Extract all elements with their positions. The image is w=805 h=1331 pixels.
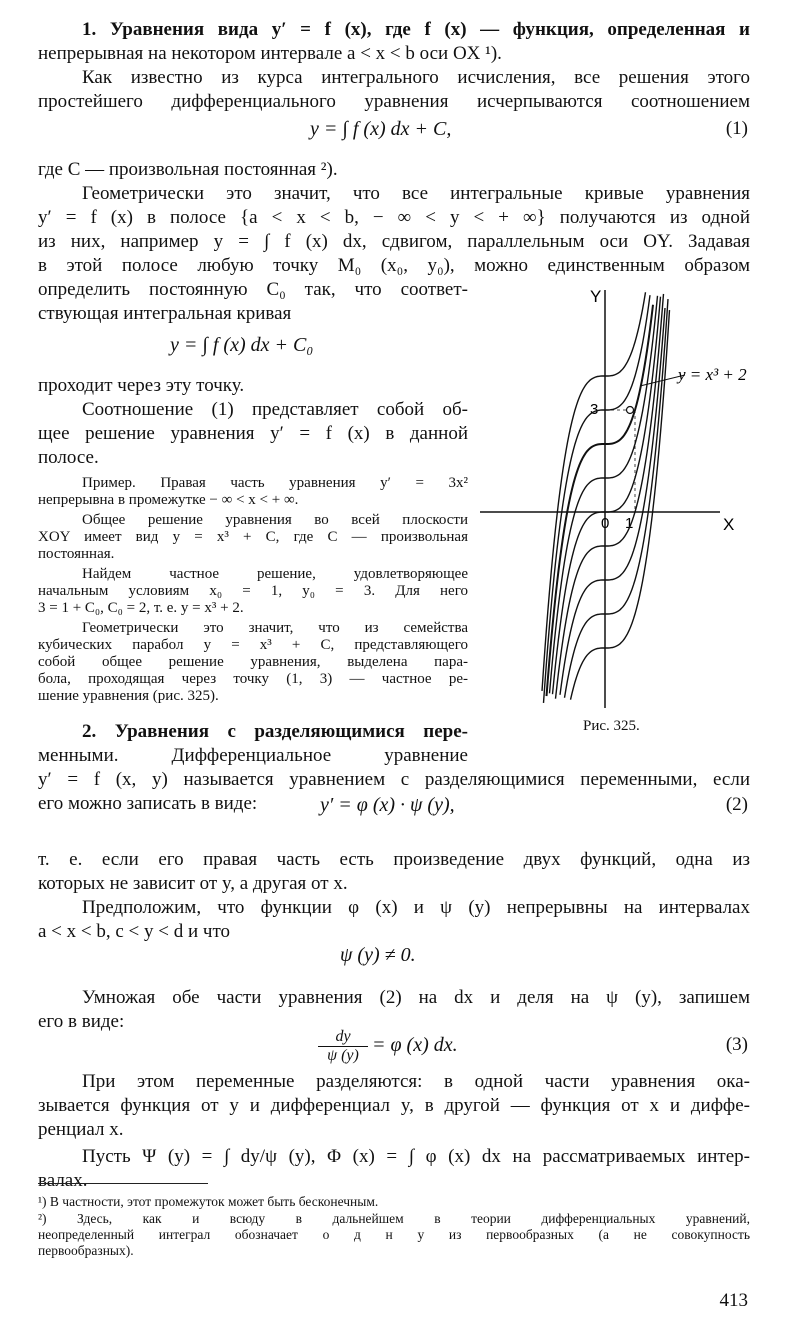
text-line-s5: постоянная. (38, 546, 115, 562)
text-line-l46: Предположим, что функции φ (x) и ψ (y) непрерывны на интервалах (82, 897, 750, 918)
text-line-l10: определить постоянную C₀ так, что соответ- (38, 279, 468, 300)
equation-2: y′ = φ (x) · ψ (y), (320, 794, 455, 816)
page-number: 413 (719, 1290, 748, 1311)
equation-3-numerator: dy (318, 1028, 368, 1047)
text-line-s1: Пример. Правая часть уравнения y′ = 3x² (82, 475, 468, 491)
equation-3-rhs: = φ (x) dx. (372, 1034, 458, 1056)
text-line-s2: непрерывна в промежутке − ∞ < x < + ∞. (38, 492, 299, 508)
text-line-s10: кубических парабол y = x³ + C, представляющего (38, 637, 468, 653)
text-line-l53: Пусть Ψ (y) = ∫ dy/ψ (y), Φ (x) = ∫ φ (x) dx на рассматриваемых интер- (82, 1146, 750, 1167)
footnote-rule (38, 1183, 208, 1184)
footnote-2-line-2: неопределенный интеграл обозначает о д н у из первообразных (а не совокупность (38, 1227, 750, 1242)
text-line-l43: его можно записать в виде: (38, 793, 258, 814)
text-line-l6: Геометрически это значит, что все интегральные кривые уравнения (82, 183, 750, 204)
text-line-s6: Найдем частное решение, удовлетворяющее (82, 566, 468, 582)
text-line-l49: его в виде: (38, 1011, 125, 1032)
text-line-l14: щее решение уравнения y′ = f (x) в данной (38, 423, 468, 444)
equation-2-number: (2) (725, 794, 748, 815)
text-line-l3: Как известно из курса интегрального исчисления, все решения этого (82, 67, 750, 88)
tick-3-label: 3 (590, 401, 599, 418)
text-line-s4: XOY имеет вид y = x³ + C, где C — произвольная (38, 529, 468, 545)
text-line-l50: При этом переменные разделяются: в одной части уравнения ока- (82, 1071, 750, 1092)
text-line-l7: y′ = f (x) в полосе {a < x < b, − ∞ < y < + ∞} получаются из одной (38, 207, 750, 228)
text-line-l45: которых не зависит от y, а другая от x. (38, 873, 348, 894)
text-line-l5: где C — произвольная постоянная ²). (38, 159, 338, 180)
equation-3-fraction (318, 1028, 368, 1065)
equation-1: y = ∫ f (x) dx + C, (310, 118, 452, 140)
text-line-l9: в этой полосе любую точку M₀ (x₀, y₀), можно единственным образом (38, 255, 750, 276)
text-line-l8: из них, например y = ∫ f (x) dx, сдвигом, параллельным оси OY. Задавая (38, 231, 750, 252)
figure-caption: Рис. 325. (583, 718, 640, 734)
text-line-l54: валах. (38, 1170, 88, 1191)
cubic-curve (550, 296, 658, 694)
point-1-3 (627, 407, 634, 414)
text-line-s3: Общее решение уравнения во всей плоскости (82, 512, 468, 528)
origin-label: 0 (601, 515, 610, 532)
footnote-1: ¹) В частности, этот промежуток может быть бесконечным. (38, 1194, 379, 1209)
text-line-l12: проходит через эту точку. (38, 375, 245, 396)
cubic-curve (571, 310, 670, 700)
cubic-curve (547, 305, 654, 696)
text-line-l51: зывается функция от y и дифференциал y, в другой — функция от x и диффе- (38, 1095, 750, 1116)
text-line-l48: Умножая обе части уравнения (2) на dx и деля на ψ (y), запишем (82, 987, 750, 1008)
figure-cubic-parabolas (480, 280, 770, 710)
cubic-curve (553, 297, 661, 695)
x-axis-label: X (723, 515, 735, 534)
footnote-2-line-3: первообразных). (38, 1243, 134, 1258)
text-line-s11: собой общее решение уравнения, выделена пара- (38, 654, 468, 670)
text-line-l15: полосе. (38, 447, 99, 468)
text-line-l1: 1. Уравнения вида y′ = f (x), где f (x) — функция, определенная и (82, 19, 750, 40)
text-line-l11: ствующая интегральная кривая (38, 303, 292, 324)
equation-3-denominator: ψ (y) (327, 1047, 359, 1064)
text-line-s7: начальным условиям x₀ = 1, y₀ = 3. Для него (38, 583, 468, 599)
text-line-l13: Соотношение (1) представляет собой об- (82, 399, 468, 420)
text-line-s8: 3 = 1 + C₀, C₀ = 2, т. е. y = x³ + 2. (38, 600, 244, 616)
text-line-l4: простейшего дифференциального уравнения исчерпываются соотношением (38, 91, 750, 112)
text-line-l52: ренциал x. (38, 1119, 124, 1140)
text-line-l44: т. е. если его правая часть есть произведение двух функций, одна из (38, 849, 750, 870)
text-line-l42: y′ = f (x, y) называется уравнением с разделяющимися переменными, если (38, 769, 750, 790)
text-line-l41: менными. Дифференциальное уравнение (38, 745, 468, 766)
equation-c0: y = ∫ f (x) dx + C₀ (170, 334, 314, 356)
text-line-s9: Геометрически это значит, что из семейства (82, 620, 468, 636)
y-axis-label: Y (590, 287, 602, 306)
footnote-2-line-1: ²) Здесь, как и всюду в дальнейшем в теории дифференциальных уравнений, (38, 1211, 750, 1226)
equation-1-number: (1) (725, 118, 748, 139)
equation-psi-nonzero: ψ (y) ≠ 0. (340, 944, 416, 966)
text-line-l47: a < x < b, c < y < d и что (38, 921, 231, 942)
text-line-l40: 2. Уравнения с разделяющимися пере- (82, 721, 468, 742)
tick-1-label: 1 (625, 515, 634, 532)
text-line-l2: непрерывная на некотором интервале a < x < b оси OX ¹). (38, 43, 502, 64)
curve-label: y = x³ + 2 (678, 365, 747, 384)
equation-3-number: (3) (725, 1034, 748, 1055)
text-line-s13: шение уравнения (рис. 325). (38, 688, 219, 704)
text-line-s12: бола, проходящая через точку (1, 3) — частное ре- (38, 671, 468, 687)
